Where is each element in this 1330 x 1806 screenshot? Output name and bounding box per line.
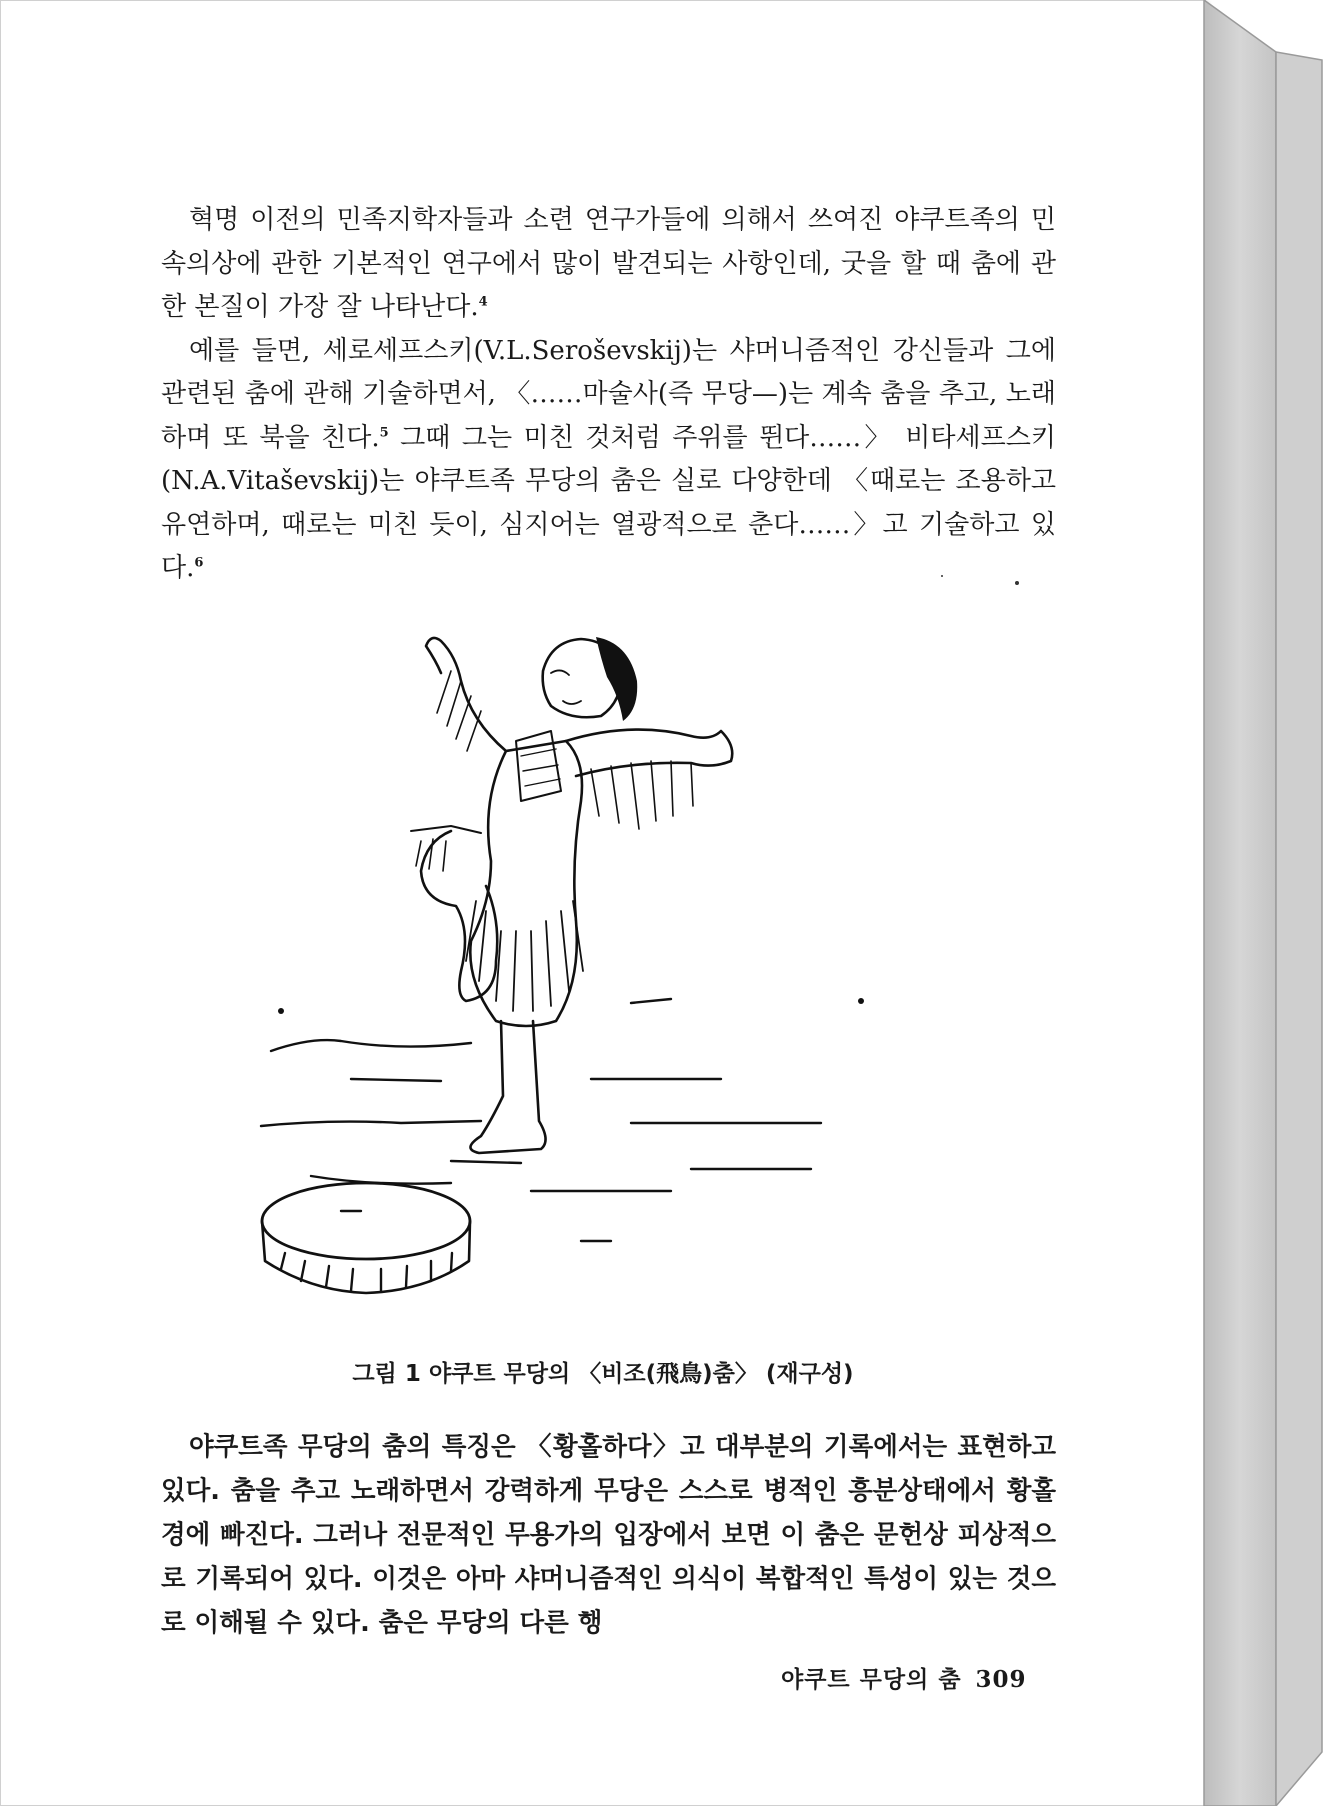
page-footer: [781, 1661, 1027, 1694]
paragraph-2-text-b: 그때 그는 미친 것처럼 주위를 뛴다……〉 비타세프스키(N.A.Vitaševskij)는 야쿠트족 무당의 춤은 실로 다양한데 〈때로는 조용하고 유연하며, 때로는 미친 듯이, 심지어는 열광적으로 춘다……〉고 기술하고 있다.: [161, 422, 1056, 583]
footnote-marker-4: 4: [478, 294, 488, 310]
lower-text-block: [161, 1425, 1056, 1645]
paragraph-2-text-a: 예를 들면, 세로세프스키(V.L.Seroševskij)는 샤머니즘적인 강신들과 그에 관련된 춤에 관해 기술하면서, 〈……마술사(즉 무당—)는 계속 춤을 추고, 노래하며 또 북을 친다.: [161, 335, 1056, 453]
figure-caption: 그림 1 야쿠트 무당의 〈비조(飛鳥)춤〉 (재구성): [352, 1361, 854, 1387]
paragraph-3: 야쿠트족 무당의 춤의 특징은 〈황홀하다〉고 대부분의 기록에서는 표현하고 있다. 춤을 추고 노래하면서 강력하게 무당은 스스로 병적인 흥분상태에서 황홀경에 빠진다. 그러나 전문적인 무용가의 입장에서 보면 이 춤은 문헌상 피상적으로 기록되어 있다. 이것은 아마 샤머니즘적인 의식이 복합적인 특성이 있는 것으로 이해될 수 있다. 춤은 무당의 다른 행: [161, 1432, 1056, 1638]
paragraph-1: [161, 199, 1056, 330]
footnote-marker-5: 5: [379, 424, 389, 440]
footnote-marker-6: 6: [194, 555, 204, 571]
running-title: 야쿠트 무당의 춤: [781, 1667, 962, 1693]
upper-text-block: [161, 199, 1056, 591]
paragraph-1-text: 혁명 이전의 민족지학자들과 소련 연구가들에 의해서 쓰여진 야쿠트족의 민속의상에 관한 기본적인 연구에서 많이 발견되는 사항인데, 굿을 할 때 춤에 관한 본질이 가장 잘 나타난다.: [161, 205, 1056, 322]
paragraph-2: [161, 330, 1056, 591]
shaman-dance-illustration: [251, 601, 951, 1341]
page-number: 309: [975, 1666, 1027, 1693]
scan-speck: [1015, 581, 1019, 585]
book-edge-3d: [1196, 0, 1330, 1806]
scan-speck: [941, 575, 943, 577]
